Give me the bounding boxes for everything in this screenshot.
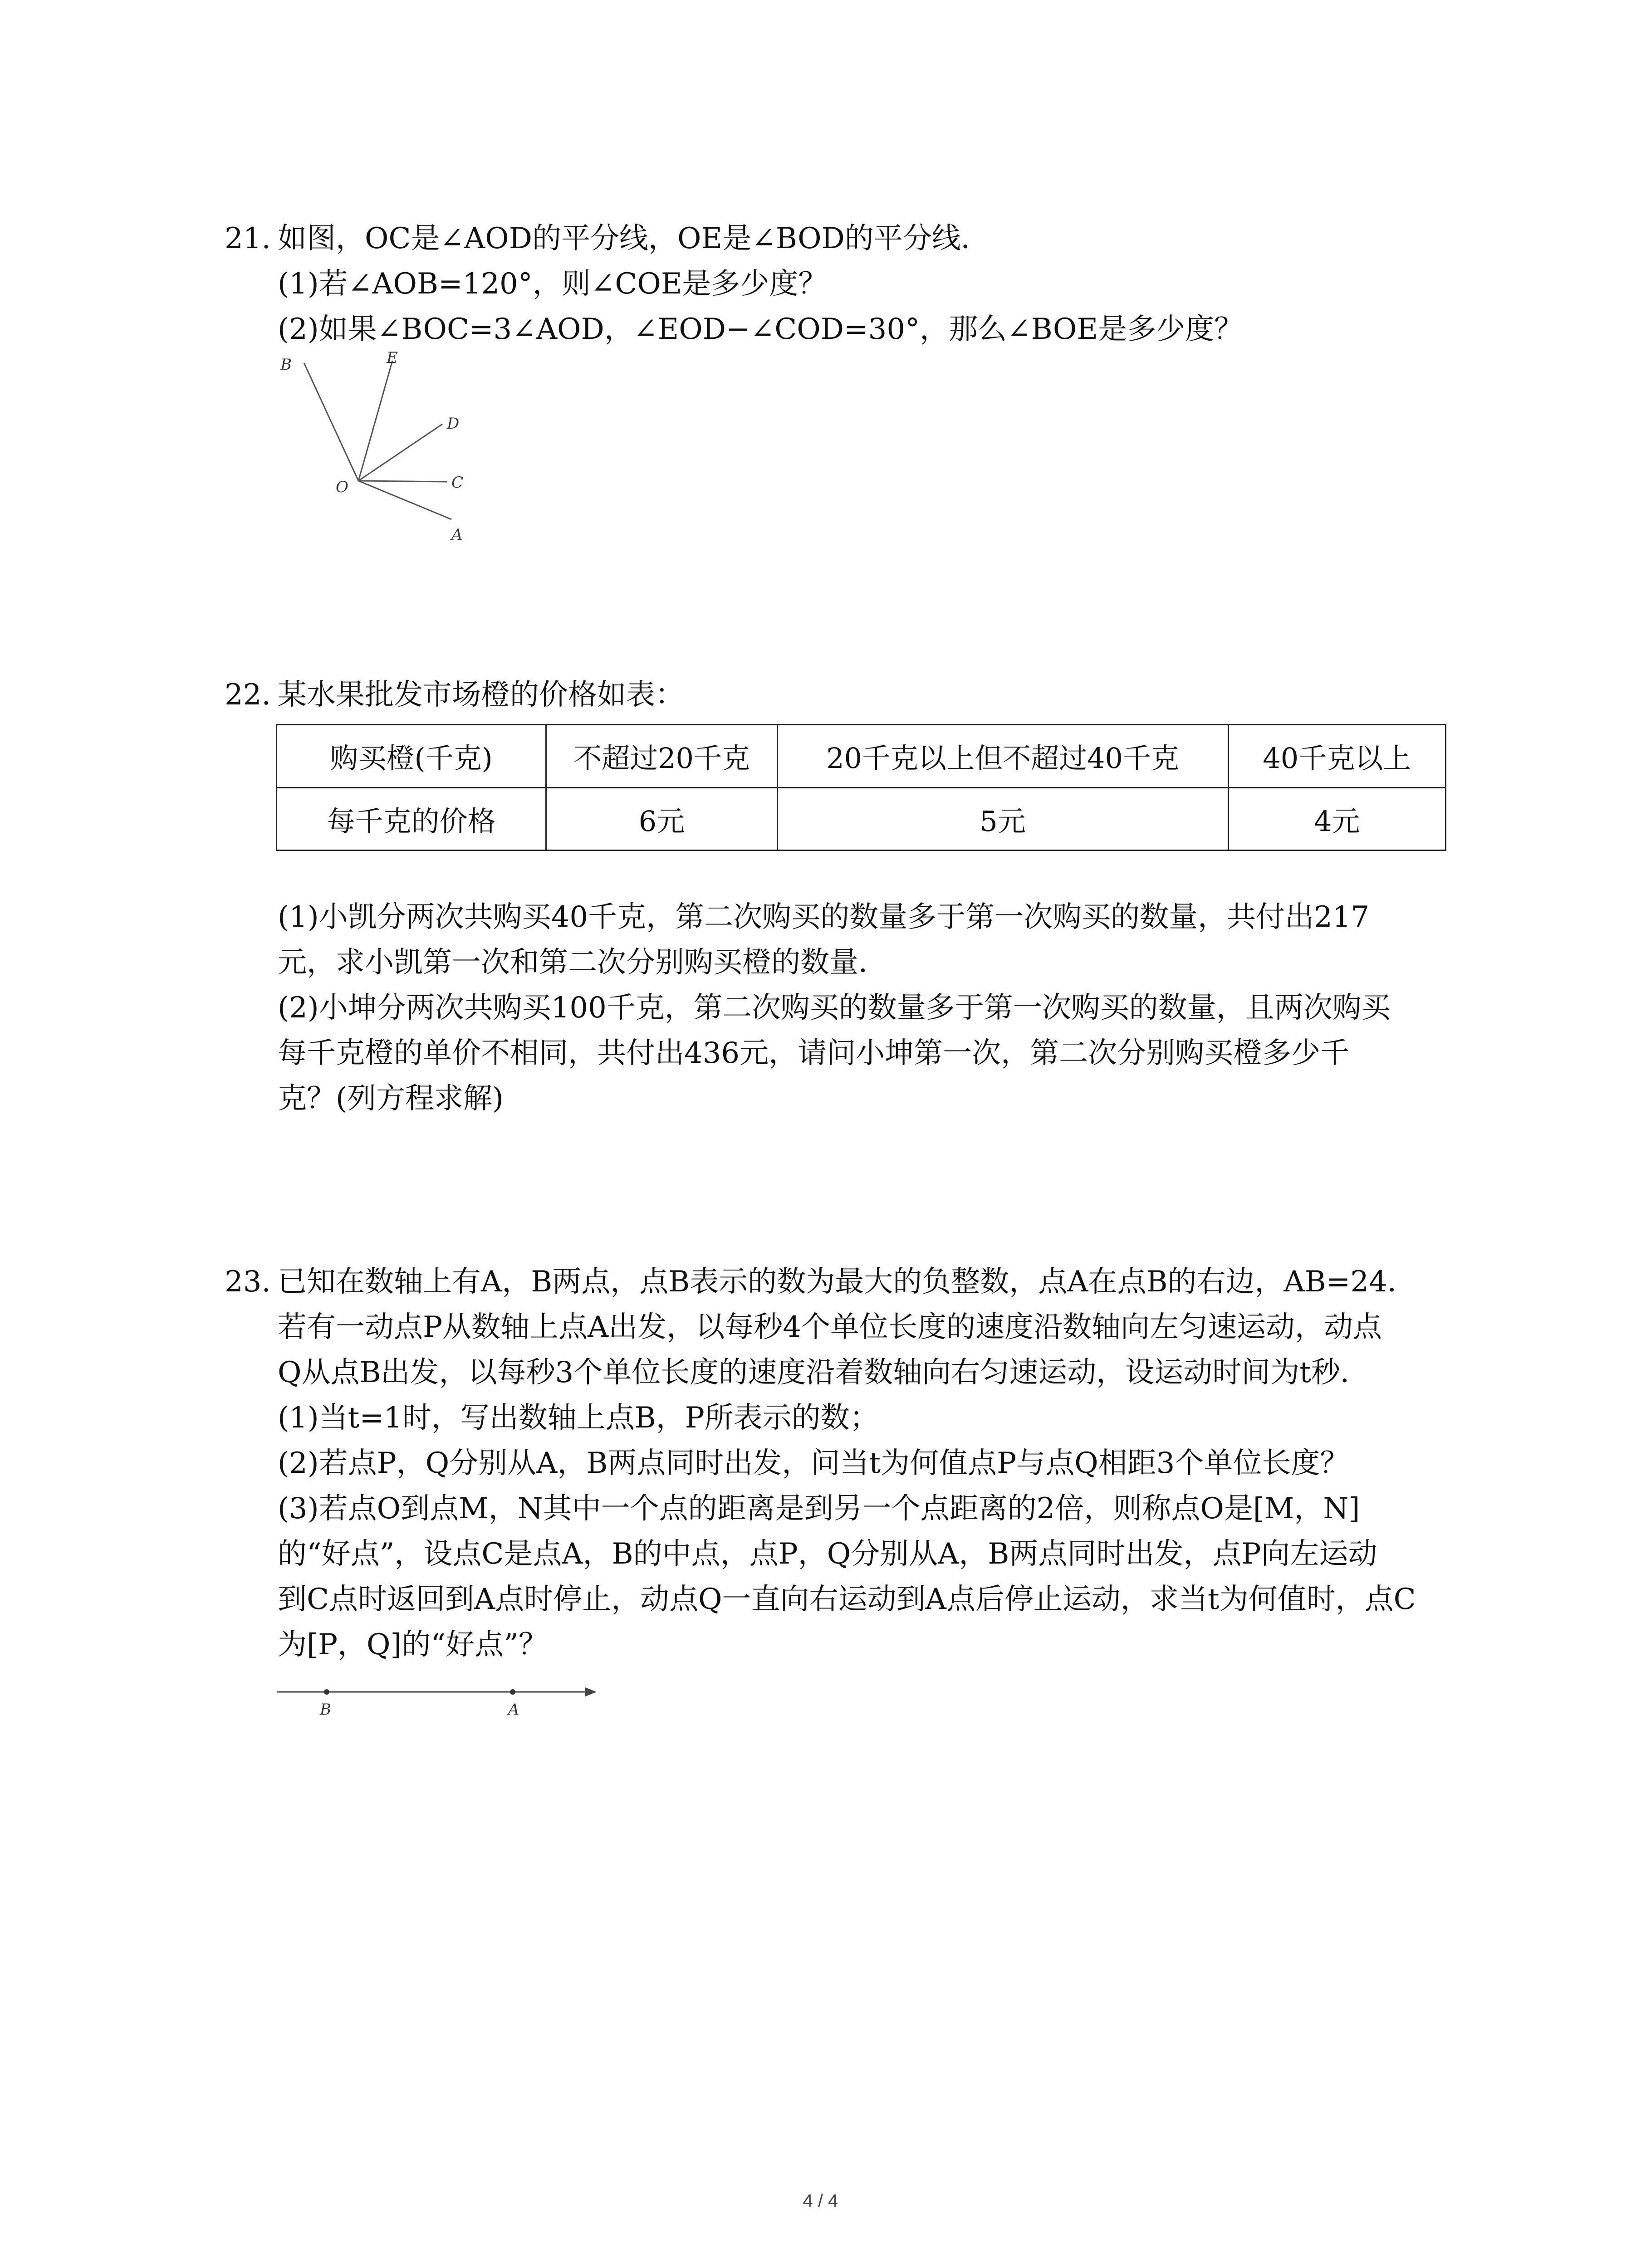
label-o: O (336, 478, 348, 496)
table-cell: 购买橙(千克) (277, 725, 546, 788)
question-21-stem: 如图，OC是∠AOD的平分线，OE是∠BOD的平分线． (278, 222, 990, 255)
label-c: C (451, 474, 464, 492)
ray-oc (358, 481, 447, 482)
question-22-part2-line3: 克？(列方程求解) (278, 1082, 504, 1115)
angle-figure (268, 349, 504, 553)
arrow-right-icon (585, 1687, 597, 1696)
question-23-line: 已知在数轴上有A，B两点，点B表示的数为最大的负整数，点A在点B的右边，AB=24． (278, 1265, 1416, 1299)
question-23-line: 的“好点”，设点C是点A，B的中点，点P，Q分别从A，B两点同时出发，点P向左运动 (278, 1537, 1377, 1571)
question-23-line: (1)当t=1时，写出数轴上点B，P所表示的数； (278, 1401, 879, 1435)
question-22-part2-line1: (2)小坤分两次共购买100千克，第二次购买的数量多于第一次购买的数量，且两次购买 (278, 991, 1391, 1025)
ray-oa (358, 481, 451, 519)
table-cell: 4元 (1228, 787, 1446, 850)
table-row (277, 787, 1446, 850)
number-line-figure (272, 1678, 599, 1728)
price-table (276, 724, 1446, 851)
label-d: D (447, 415, 460, 433)
table-cell: 40千克以上 (1228, 725, 1446, 788)
table-cell: 6元 (546, 787, 777, 850)
question-23-number: 23. (225, 1265, 271, 1299)
question-23-line: 为[P，Q]的“好点”？ (278, 1628, 548, 1662)
point-b (324, 1689, 329, 1695)
label-b: B (320, 1701, 331, 1719)
question-22-stem: 某水果批发市场橙的价格如表： (278, 678, 684, 712)
question-22-number: 22. (225, 678, 271, 712)
ray-ob (304, 363, 358, 481)
table-cell: 不超过20千克 (546, 725, 777, 788)
question-22-part1-line2: 元，求小凯第一次和第二次分别购买橙的数量． (278, 946, 887, 979)
question-21-part1: (1)若∠AOB=120°，则∠COE是多少度？ (278, 267, 828, 301)
ray-oe (358, 361, 392, 481)
question-21-part2: (2)如果∠BOC=3∠AOD，∠EOD−∠COD=30°，那么∠BOE是多少度？ (278, 313, 1244, 346)
question-23-line: 若有一动点P从数轴上点A出发，以每秒4个单位长度的速度沿数轴向左匀速运动，动点 (278, 1310, 1382, 1344)
question-23-line: 到C点时返回到A点时停止，动点Q一直向右运动到A点后停止运动，求当t为何值时，点C (278, 1583, 1416, 1616)
label-a: A (508, 1701, 519, 1719)
table-cell: 每千克的价格 (277, 787, 546, 850)
table-cell: 5元 (777, 787, 1228, 850)
table-row (277, 725, 1446, 788)
question-22-part2-line2: 每千克橙的单价不相同，共付出436元，请问小坤第一次，第二次分别购买橙多少千 (278, 1036, 1350, 1070)
label-e: E (387, 349, 398, 367)
question-23-line: (2)若点P，Q分别从A，B两点同时出发，问当t为何值点P与点Q相距3个单位长度？ (278, 1447, 1349, 1480)
point-a (510, 1689, 515, 1695)
question-23-line: (3)若点O到点M，N其中一个点的距离是到另一个点距离的2倍，则称点O是[M，N] (278, 1492, 1360, 1525)
label-b: B (280, 356, 292, 374)
label-a: A (451, 526, 463, 544)
question-21-number: 21. (225, 222, 271, 255)
question-22-part1-line1: (1)小凯分两次共购买40千克，第二次购买的数量多于第一次购买的数量，共付出217 (278, 900, 1370, 934)
page-number: 4 / 4 (803, 2191, 838, 2211)
table-cell: 20千克以上但不超过40千克 (777, 725, 1228, 788)
question-23-line: Q从点B出发，以每秒3个单位长度的速度沿着数轴向右匀速运动，设运动时间为t秒． (278, 1356, 1369, 1389)
ray-od (358, 424, 442, 481)
